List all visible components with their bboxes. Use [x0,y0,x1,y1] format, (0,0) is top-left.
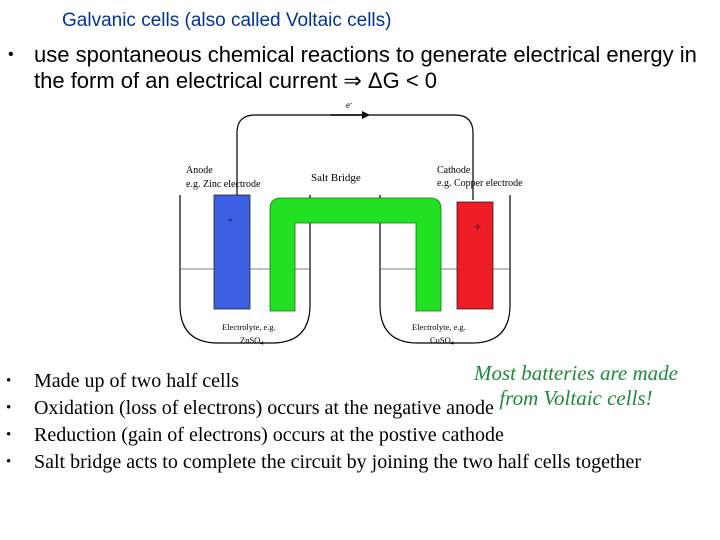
bullet-item [0,449,720,476]
summary-bullets [0,368,720,476]
bullet-marker: • [6,373,12,389]
cathode-label: Cathode e.g. Copper electrode [437,165,523,189]
salt-bridge [270,198,441,311]
bullet-marker: • [8,46,14,63]
bullet-text: Salt bridge acts to complete the circuit by joining the two half cells together [34,451,642,473]
left-electrolyte-label: Electrolyte, e.g. ZnSO$_4$ [222,322,276,347]
cathode-sign: + [474,219,482,234]
callout-line-1: Most batteries are made [474,361,678,385]
slide-title: Galvanic cells (also called Voltaic cells) [62,10,392,31]
bullet-marker: • [6,400,12,416]
bullet-marker: • [6,427,12,443]
bullet-text: Made up of two half cells [34,370,239,392]
galvanic-cell-diagram [0,95,720,365]
bullet-marker: • [6,454,12,470]
callout-line-2: from Voltaic cells! [499,386,653,410]
bullet-item [0,368,720,395]
electron-label: e- [346,99,353,110]
bullet-text: Oxidation (loss of electrons) occurs at the negative anode [34,397,494,419]
electron-arrowhead [362,111,370,119]
bullet-text: Reduction (gain of electrons) occurs at the postive cathode [34,424,504,446]
anode-sign: - [228,212,233,227]
salt-bridge-label: Salt Bridge [311,172,361,184]
anode-label: Anode e.g. Zinc electrode [186,165,261,190]
intro-bullet-text: use spontaneous chemical reactions to generate electrical energy in the form of an electrical current ⇒ ΔG < 0 [34,42,697,93]
bullet-item [0,422,720,449]
bullet-item [0,395,720,422]
right-electrolyte-label: Electrolyte, e.g. CuSO$_4$ [412,322,466,347]
